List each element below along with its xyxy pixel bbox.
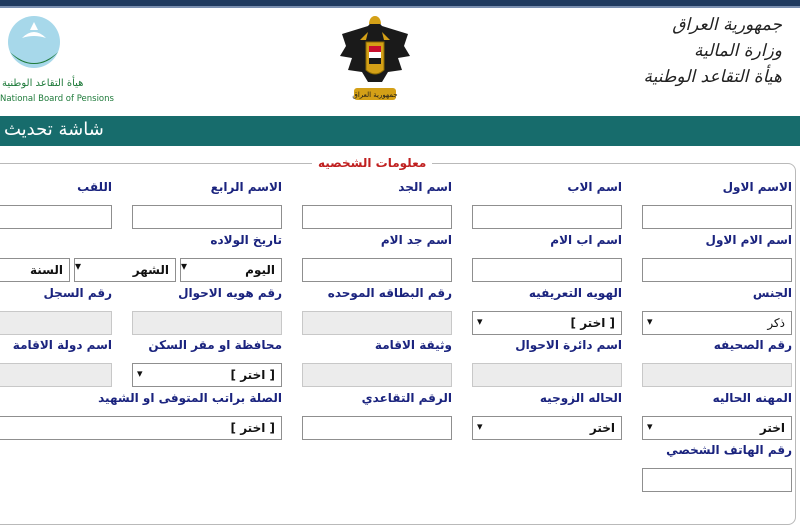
residence-doc-label: وثيقة الاقامة: [374, 338, 452, 352]
marital-status-label: الحاله الزوجيه: [539, 391, 622, 405]
pension-board-logo: [0, 12, 114, 108]
screen-title: شاشة تحديث: [4, 119, 104, 140]
ministry-line: هيأة التقاعد الوطنية: [643, 67, 782, 87]
page-no-input[interactable]: [642, 363, 792, 387]
screen-title-bar: [0, 116, 800, 146]
birth-day-select[interactable]: [180, 258, 282, 282]
father-name-label: اسم الاب: [567, 180, 622, 194]
marital-status-value: اختر: [589, 421, 615, 435]
ministry-title: [644, 12, 782, 90]
fourth-name-input[interactable]: [132, 205, 282, 229]
gender-label: الجنس: [752, 286, 792, 300]
civil-id-no-label: رقم هويه الاحوال: [178, 286, 282, 300]
chevron-down-icon: ▾: [477, 315, 483, 328]
governorate-select[interactable]: [132, 363, 282, 387]
mother-grandfather-name-input[interactable]: [302, 258, 452, 282]
chevron-down-icon: ▾: [75, 259, 82, 273]
first-name-label: الاسم الاول: [722, 180, 792, 194]
fourth-name-label: الاسم الرابع: [210, 180, 282, 194]
personal-info-legend: معلومات الشخصيه: [312, 156, 432, 170]
unified-card-label: رقم البطاقه الموحده: [327, 286, 452, 300]
title-input[interactable]: [0, 205, 112, 229]
birth-year-value: السنة: [29, 263, 63, 277]
father-name-input[interactable]: [472, 205, 622, 229]
mother-father-name-input[interactable]: [472, 258, 622, 282]
grandfather-name-input[interactable]: [302, 205, 452, 229]
relation-select[interactable]: [0, 416, 282, 440]
id-card-value: [ اختر ]: [570, 316, 615, 330]
mother-grandfather-name-label: اسم جد الام: [380, 233, 452, 247]
registry-no-label: رقم السجل: [43, 286, 112, 300]
mother-father-name-label: اسم اب الام: [550, 233, 622, 247]
mother-first-name-input[interactable]: [642, 258, 792, 282]
first-name-input[interactable]: [642, 205, 792, 229]
current-job-select[interactable]: [642, 416, 792, 440]
birth-month-value: الشهر: [132, 263, 169, 277]
chevron-down-icon: ▾: [647, 420, 653, 433]
birth-day-value: اليوم: [245, 263, 275, 277]
iraq-emblem-icon: [338, 12, 412, 108]
ministry-line: جمهورية العراق: [672, 15, 782, 35]
governorate-value: [ اختر ]: [230, 368, 275, 382]
mother-first-name-label: اسم الام الاول: [705, 233, 792, 247]
civil-office-label: اسم دائرة الاحوال: [515, 338, 622, 352]
birth-year-select[interactable]: [0, 258, 70, 282]
pension-logo-icon: [0, 12, 70, 78]
ministry-line: وزارة المالية: [694, 41, 782, 61]
civil-office-input[interactable]: [472, 363, 622, 387]
chevron-down-icon: ▾: [137, 367, 143, 380]
birth-month-select[interactable]: [74, 258, 176, 282]
id-card-label: الهويه التعريفيه: [528, 286, 622, 300]
civil-id-no-input[interactable]: [132, 311, 282, 335]
current-job-label: المهنه الحاليه: [712, 391, 792, 405]
title-label: اللقب: [77, 180, 112, 194]
logo-org-ar: هيأة التقاعد الوطنية: [2, 78, 84, 89]
relation-value: [ اختر ]: [230, 421, 275, 435]
registry-no-input[interactable]: [0, 311, 112, 335]
birth-date-label: تاريخ الولاده: [210, 233, 282, 247]
id-card-select[interactable]: [472, 311, 622, 335]
chevron-down-icon: ▾: [647, 315, 653, 328]
gender-select[interactable]: [642, 311, 792, 335]
grandfather-name-label: اسم الجد: [398, 180, 452, 194]
marital-status-select[interactable]: [472, 416, 622, 440]
residence-country-input[interactable]: [0, 363, 112, 387]
unified-card-input[interactable]: [302, 311, 452, 335]
phone-input[interactable]: [642, 468, 792, 492]
chevron-down-icon: ▾: [477, 420, 483, 433]
phone-label: رقم الهاتف الشخصي: [666, 443, 792, 457]
residence-doc-input[interactable]: [302, 363, 452, 387]
governorate-label: محافظة او مقر السكن: [148, 338, 282, 352]
emblem-caption: جمهورية العراق: [352, 91, 398, 99]
residence-country-label: اسم دولة الاقامة: [12, 338, 112, 352]
page-no-label: رقم الصحيفه: [713, 338, 792, 352]
gender-value: ذكر: [767, 316, 785, 330]
retirement-no-label: الرقم التقاعدي: [361, 391, 452, 405]
current-job-value: اختر: [759, 421, 785, 435]
logo-org-en: National Board of Pensions: [0, 94, 114, 104]
retirement-no-input[interactable]: [302, 416, 452, 440]
chevron-down-icon: ▾: [181, 259, 188, 273]
relation-label: الصلة براتب المتوفى او الشهيد: [98, 391, 282, 405]
